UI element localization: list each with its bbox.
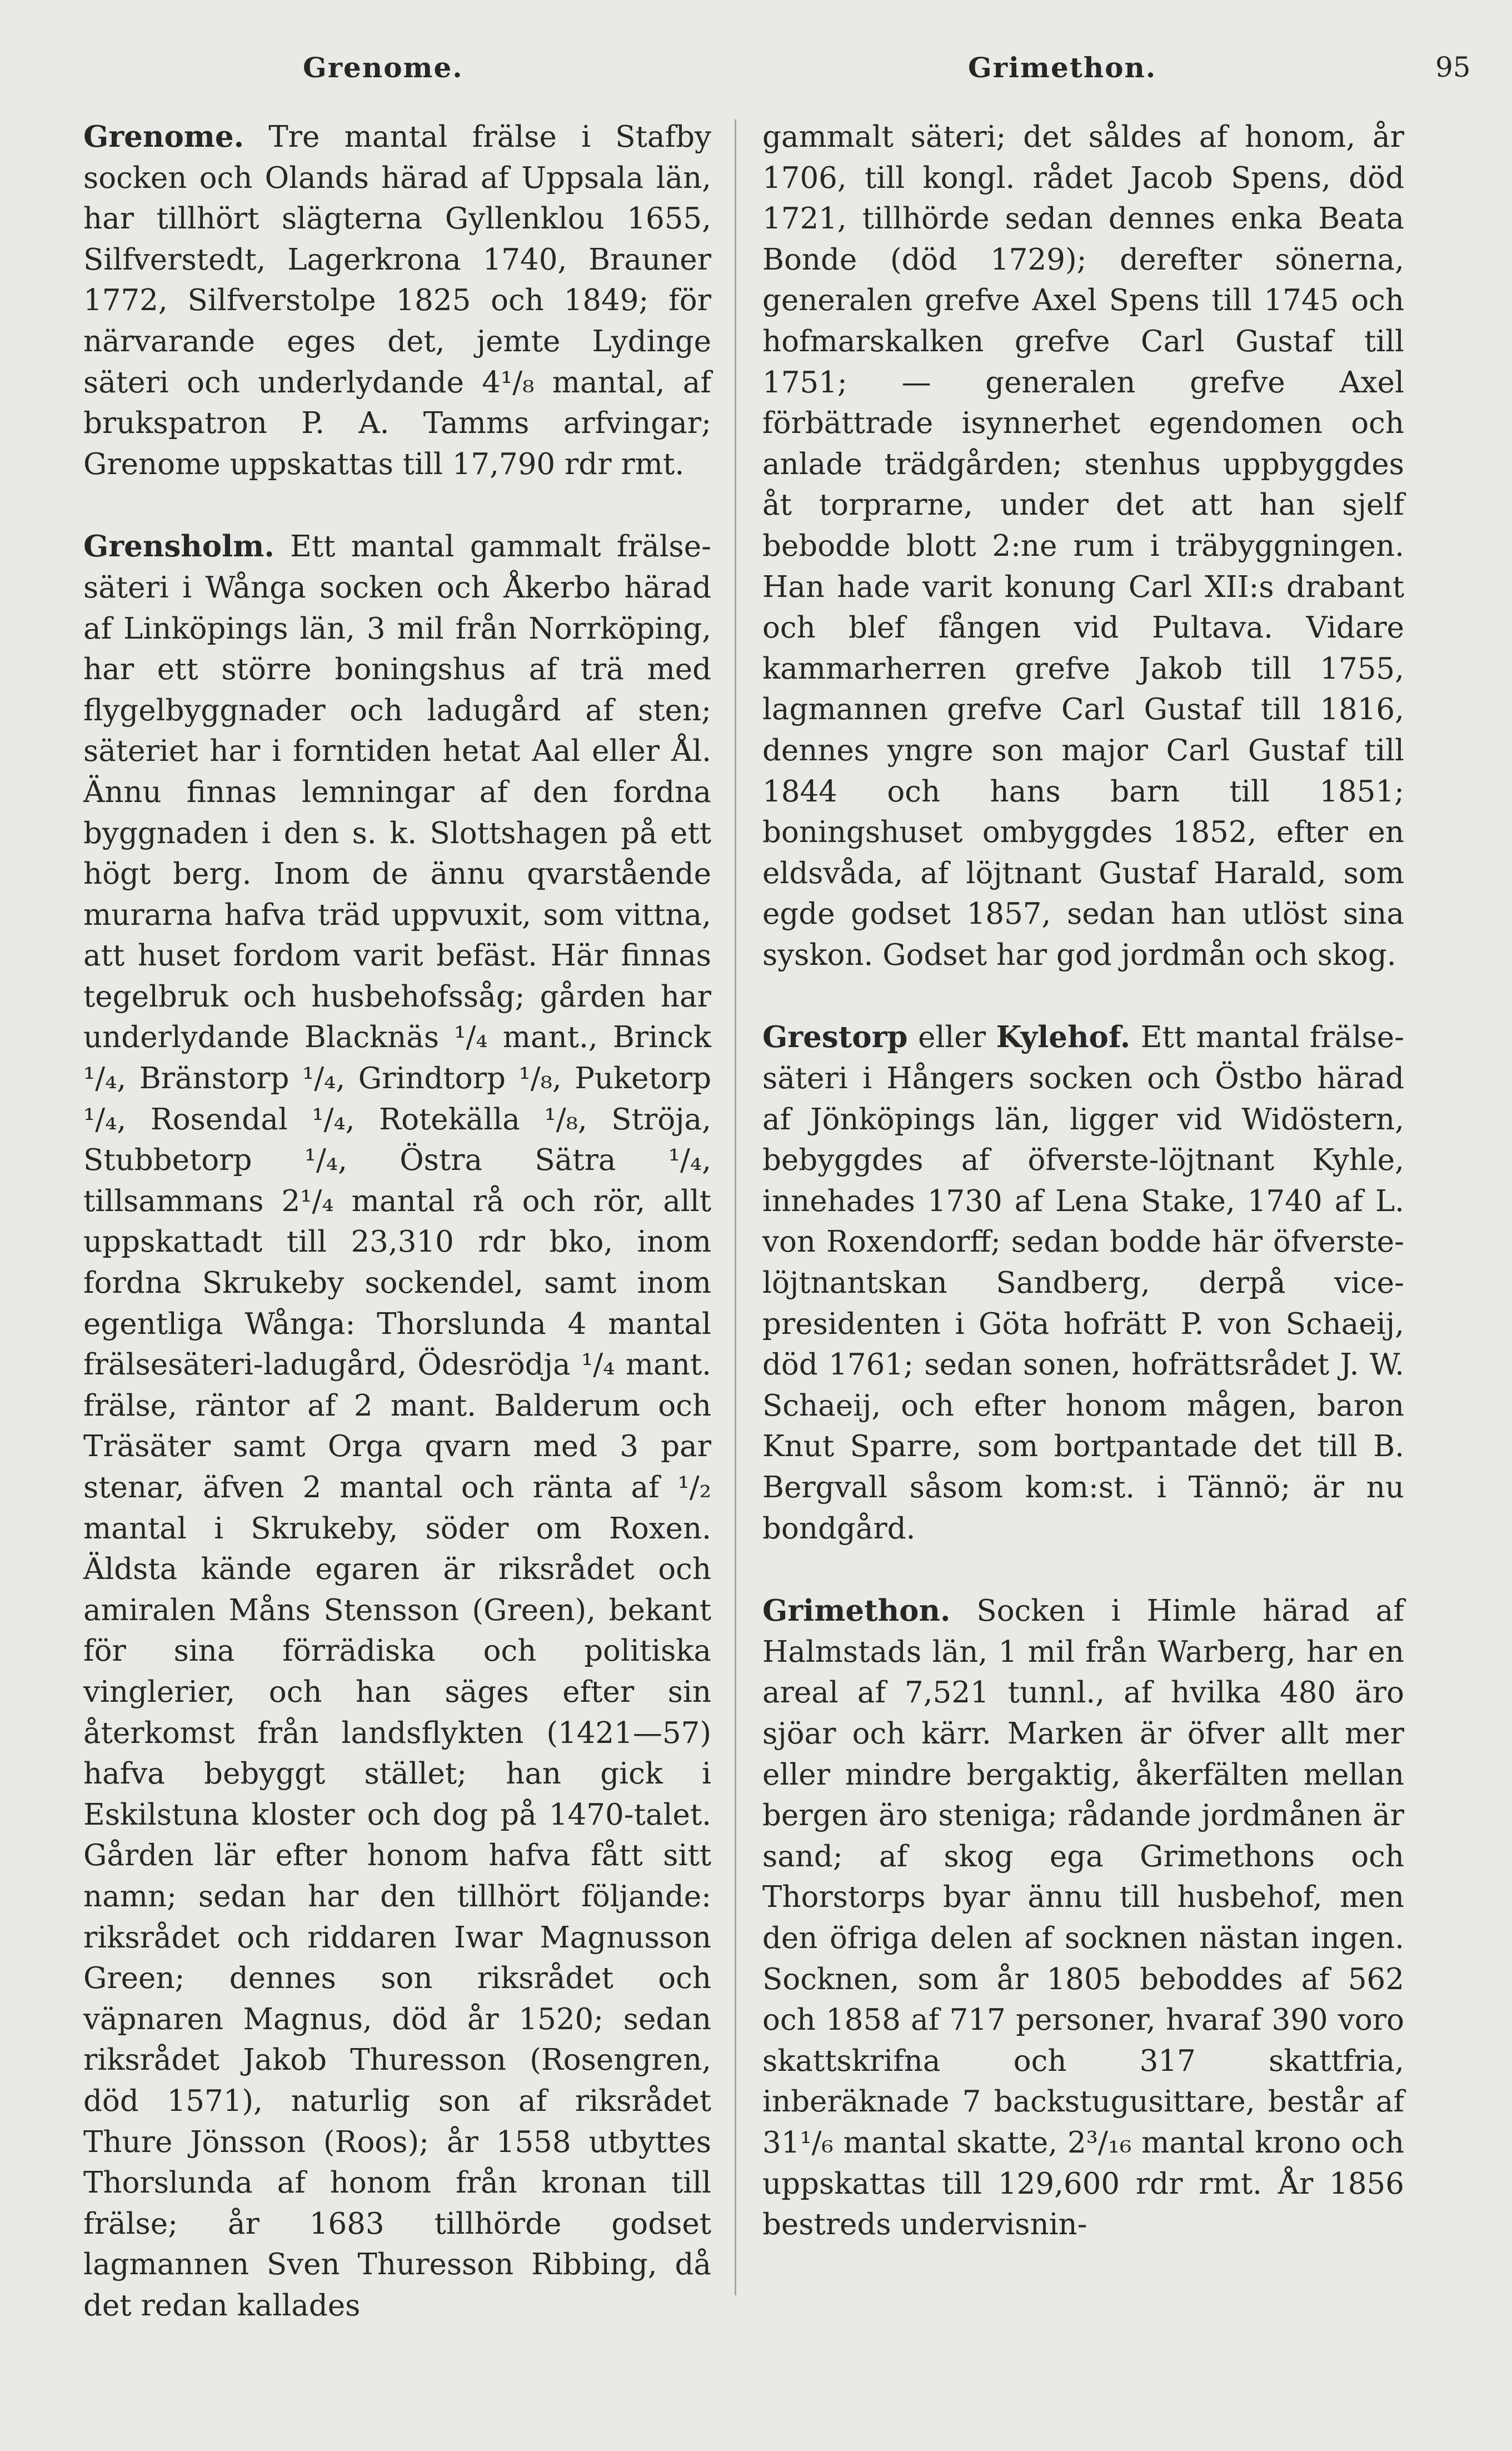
page-number: 95 (1435, 51, 1471, 83)
left-column (83, 117, 711, 2326)
entry-grensholm (83, 526, 711, 2326)
entry-text: Ett mantal gammalt frälse-säteri i Wånga socken och Åkerbo härad af Linköpings län, 3 mil från Norrköping, har ett större boningshus af trä med flygelbyggnader och ladugård af sten; säteriet har i forntiden hetat Aal eller Ål. Ännu finnas lemningar af den fordna byggnaden i den s. k. Slottshagen på ett högt berg. Inom de ännu qvarstående murarna hafva träd uppvuxit, som vittna, att huset fordom varit befäst. Här finnas tegelbruk och husbehofssåg; gården har underlydande Blacknäs ¹/₄ mant., Brinck ¹/₄, Bränstorp ¹/₄, Grindtorp ¹/₈, Puketorp ¹/₄, Rosendal ¹/₄, Rotekälla ¹/₈, Ströja, Stubbetorp ¹/₄, Östra Sätra ¹/₄, tillsammans 2¹/₄ mantal rå och rör, allt uppskattadt till 23,310 rdr bko, inom fordna Skrukeby sockendel, samt inom egentliga Wånga: Thorslunda 4 mantal frälsesäteri-ladugård, Ödesrödja ¹/₄ mant. frälse, räntor af 2 mant. Balderum och Träsäter samt Orga qvarn med 3 par stenar, äfven 2 mantal och ränta af ¹/₂ mantal i Skrukeby, söder om Roxen. Äldsta kände egaren är riksrådet och amiralen Måns Stensson (Green), bekant för sina förrädiska och politiska vinglerier, och han säges efter sin återkomst från landsflykten (1421—57) hafva bebyggt stället; han gick i Eskilstuna kloster och dog på 1470-talet. Gården lär efter honom hafva fått sitt namn; sedan har den tillhört följande: riksrådet och riddaren Iwar Magnusson Green; dennes son riksrådet och väpnaren Magnus, död år 1520; sedan riksrådet Jakob Thuresson (Rosengren, död 1571), naturlig son af riksrådet Thure Jönsson (Roos); år 1558 utbyttes Thorslunda af honom från kronan till frälse; år 1683 tillhörde godset lagmannen Sven Thuresson Ribbing, då det redan kallades (83, 530, 711, 2323)
headword-grenome: Grenome. (83, 119, 244, 154)
headword-kylehof: Kylehof. (996, 1020, 1131, 1055)
entry-text: Ett mantal frälse-säteri i Hångers socken och Östbo härad af Jönköpings län, ligger vid Widöstern, bebyggdes af öfverste-löjtnant Kyhle, innehades 1730 af Lena Stake, 1740 af L. von Roxendorff; sedan bodde här öfverste-löjtnantskan Sandberg, derpå vice-presidenten i Göta hofrätt P. von Schaeij, död 1761; sedan sonen, hofrättsrådet J. W. Schaeij, och efter honom mågen, baron Knut Sparre, som bortpantade det till B. Bergvall såsom kom:st. i Tännö; är nu bondgård. (762, 1020, 1404, 1546)
running-header-right: Grimethon. (968, 51, 1157, 84)
entry-text: Tre mantal frälse i Stafby socken och Olands härad af Uppsala län, har tillhört slägterna Gyllenklou 1655, Silfverstedt, Lagerkrona 1740, Brauner 1772, Silfverstolpe 1825 och 1849; för närvarande eges det, jemte Lydinge säteri och underlydande 4¹/₈ mantal, af brukspatron P. A. Tamms arfvingar; Grenome uppskattas till 17,790 rdr rmt. (83, 120, 711, 481)
entry-grimethon (762, 1591, 1404, 2245)
headword-grimethon: Grimethon. (762, 1593, 951, 1628)
entry-text: Socken i Himle härad af Halmstads län, 1 mil från Warberg, har en areal af 7,521 tunnl., af hvilka 480 äro sjöar och kärr. Marken är öfver allt mer eller mindre bergaktig, åkerfälten mellan bergen äro steniga; rådande jordmånen är sand; af skog ega Grimethons och Thorstorps byar ännu till husbehof, men den öfriga delen af socknen nästan ingen. Socknen, som år 1805 beboddes af 562 och 1858 af 717 personer, hvaraf 390 voro skattskrifna och 317 skattfria, inberäknade 7 backstugusittare, består af 31¹/₆ mantal skatte, 2³/₁₆ mantal krono och uppskattas till 129,600 rdr rmt. År 1856 bestreds undervisnin- (762, 1594, 1404, 2242)
right-column (762, 117, 1404, 2245)
running-header-left: Grenome. (303, 51, 463, 84)
entry-text: gammalt säteri; det såldes af honom, år 1706, till kongl. rådet Jacob Spens, död 1721, tillhörde sedan dennes enka Beata Bonde (död 1729); derefter sönerna, generalen grefve Axel Spens till 1745 och hofmarskalken grefve Carl Gustaf till 1751; — generalen grefve Axel förbättrade isynnerhet egendomen och anlade trädgården; stenhus uppbyggdes åt torprarne, under det att han sjelf bebodde blott 2:ne rum i träbyggningen. Han hade varit konung Carl XII:s drabant och blef fången vid Pultava. Vidare kammarherren grefve Jakob till 1755, lagmannen grefve Carl Gustaf till 1816, dennes yngre son major Carl Gustaf till 1844 och hans barn till 1851; boningshuset ombyggdes 1852, efter en eldsvåda, af löjtnant Gustaf Harald, som egde godset 1857, sedan han utlöst sina syskon. Godset har god jordmån och skog. (762, 120, 1404, 972)
entry-grestorp (762, 1017, 1404, 1549)
entry-grenome (83, 117, 711, 485)
headword-grensholm: Grensholm. (83, 529, 275, 564)
headword-grestorp: Grestorp (762, 1020, 908, 1055)
headword-connector: eller (907, 1020, 996, 1055)
column-divider (735, 119, 736, 2295)
entry-grensholm-continued (762, 117, 1404, 975)
